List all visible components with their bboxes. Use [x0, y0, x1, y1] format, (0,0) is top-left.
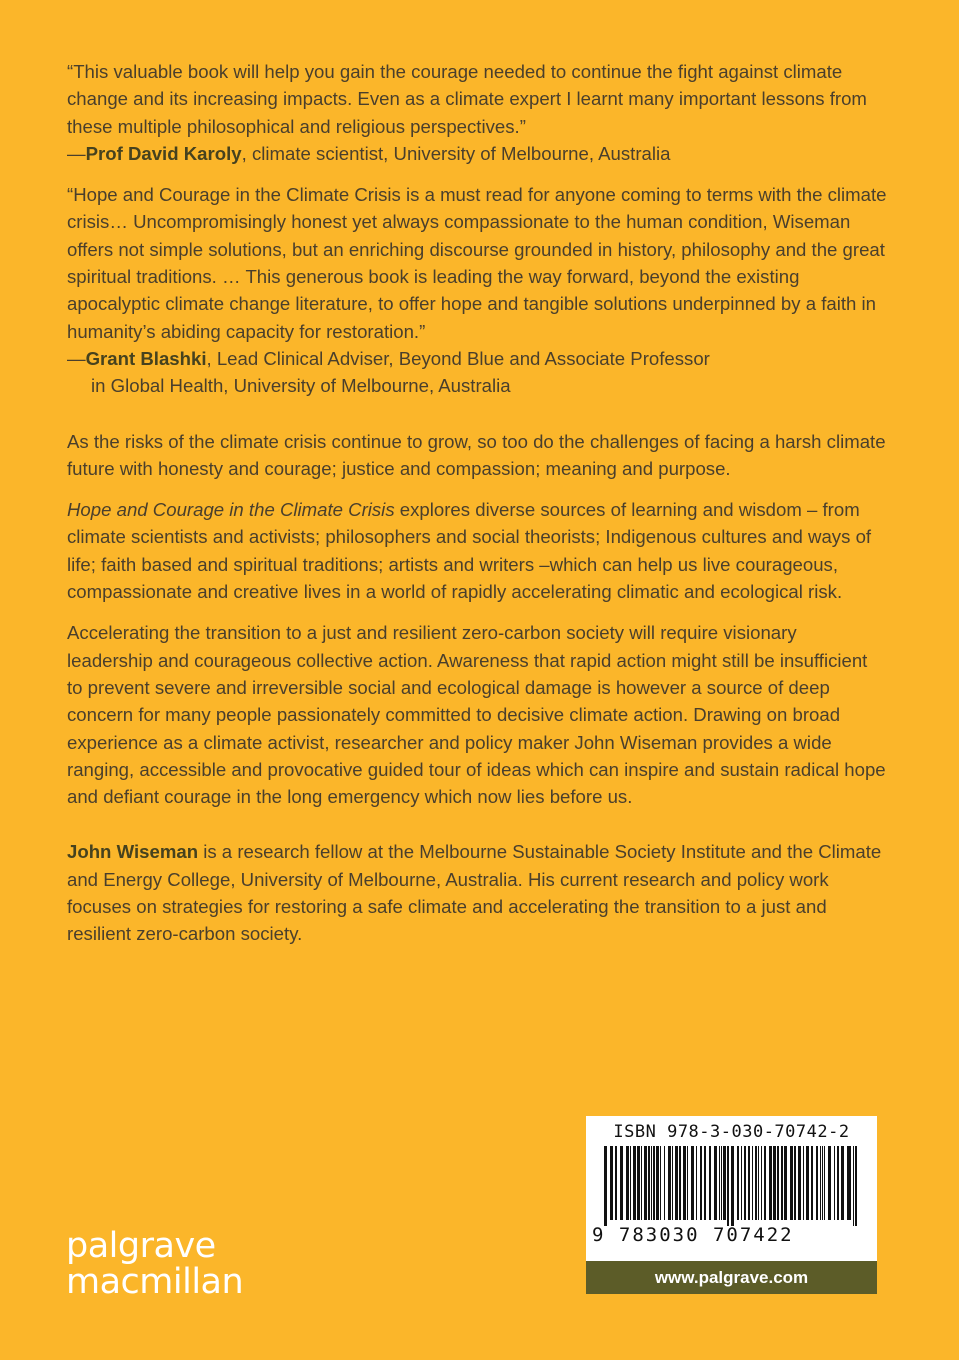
barcode-bar [790, 1146, 793, 1220]
endorsement-quote-1: “This valuable book will help you gain the courage needed to continue the fight against climate change and its increasing impacts. Even as a climate expert I learnt many important lessons from these multiple philosophical and religious perspectives.” [67, 61, 867, 137]
barcode-bar [806, 1146, 809, 1220]
endorsement-quote-2: “Hope and Courage in the Climate Crisis is a must read for anyone coming to terms with the climate crisis… Uncompromisingly honest yet always compassionate to the human condition, Wiseman offers not simple solutions, but an enriching discourse grounded in history, philosophy and the great spiritual traditions. … This generous book is leading the way forward, beyond the existing apocalyptic climate change literature, to offer hope and tangible solutions underpinned by a faith in humanity’s abiding capacity for restoration.” [67, 184, 887, 342]
barcode-bar [737, 1146, 739, 1220]
barcode-bar [620, 1146, 623, 1220]
barcode-bar [626, 1146, 629, 1220]
attribution-dash: — [67, 347, 86, 369]
isbn-label: ISBN 978-3-030-70742-2 [613, 1122, 850, 1142]
barcode-bar [798, 1146, 801, 1220]
barcode-bar [637, 1146, 640, 1220]
barcode-bar [784, 1146, 787, 1220]
barcode-bar [824, 1146, 825, 1220]
author-name: John Wiseman [67, 841, 199, 863]
barcode-bar [769, 1146, 772, 1220]
logo-line-2: macmillan [66, 1262, 244, 1302]
barcode-bar [653, 1146, 655, 1220]
palgrave-macmillan-logo [66, 1228, 243, 1300]
barcode-bar [761, 1146, 762, 1220]
barcode-bar [648, 1146, 650, 1220]
barcode-bar [664, 1146, 665, 1220]
barcode-bar [748, 1146, 750, 1220]
barcode-bar [847, 1146, 851, 1220]
barcode-bar [633, 1146, 636, 1220]
endorser-affiliation-2: , Lead Clinical Adviser, Beyond Blue and Associate Professor [206, 347, 710, 369]
author-bio-text: is a research fellow at the Melbourne Sustainable Society Institute and the Climate and Energy College, University of Melbourne, Australia. His current research and policy work focuses on strategies for restoring a safe climate and accelerating the transition to a just and resilient zero-carbon society. [67, 841, 882, 945]
barcode-bar [822, 1146, 823, 1220]
endorsement-attribution-1 [67, 140, 887, 167]
barcode-bar [660, 1146, 661, 1220]
endorsement-attribution-2 [67, 345, 887, 400]
barcode-bar [752, 1146, 753, 1220]
description-paragraph-2-text: explores diverse sources of learning and wisdom – from climate scientists and activists; philosophers and social theorists; Indigenous cultures and ways of life; faith based and spiritual traditions; artists and writers –which can help us live courageous, compassionate and creative lives in a world of rapidly accelerating climatic and ecological risk. [67, 499, 872, 603]
endorser-affiliation-2-cont: in Global Health, University of Melbourne, Australia [91, 375, 511, 397]
endorser-affiliation-1: , climate scientist, University of Melbourne, Australia [241, 142, 671, 164]
description-paragraph-3: Accelerating the transition to a just and resilient zero-carbon society will require visionary leadership and courageous collective action. Awareness that rapid action might still be insufficient to prevent severe and irreversible social and ecological damage is however a source of deep concern for many people passionately committed to decisive climate action. Drawing on broad experience as a climate activist, researcher and policy maker John Wiseman provides a wide ranging, accessible and provocative guided tour of ideas which can inspire and sustain radical hope and defiant courage in the long emergency which now lies before us. [67, 622, 886, 808]
barcode-bar [675, 1146, 678, 1220]
author-bio [67, 838, 887, 947]
barcode-bar [604, 1146, 607, 1226]
barcode-bar [721, 1146, 722, 1220]
barcode-bar [837, 1146, 839, 1220]
barcode-digits: 9 783030 707422 [592, 1224, 794, 1246]
barcode-bar [656, 1146, 659, 1220]
barcode-bar [794, 1146, 796, 1220]
barcode-bar [731, 1146, 734, 1226]
back-cover-text [67, 58, 887, 962]
barcode-bar [816, 1146, 818, 1220]
barcode-bar [668, 1146, 671, 1220]
barcode-bar [644, 1146, 647, 1220]
barcode-bar [615, 1146, 617, 1220]
barcode-bar [723, 1146, 726, 1220]
barcode-bar [855, 1146, 857, 1226]
isbn-barcode [586, 1116, 877, 1261]
barcode-bar [610, 1146, 613, 1220]
barcode-bar [755, 1146, 757, 1220]
barcode-bar [696, 1146, 697, 1220]
barcode-bar [741, 1146, 742, 1220]
barcode-bar [719, 1146, 720, 1220]
barcode-bar [651, 1146, 652, 1220]
endorser-name-1: Prof David Karoly [85, 142, 242, 164]
barcode-bar [744, 1146, 746, 1220]
barcode-bar [764, 1146, 766, 1220]
barcode-bar [714, 1146, 717, 1220]
barcode-bar [773, 1146, 776, 1220]
barcode-bar [841, 1146, 844, 1220]
barcode-bar [828, 1146, 831, 1220]
barcode-bar [700, 1146, 702, 1220]
barcode-bars [598, 1146, 865, 1226]
barcode-bar [853, 1146, 854, 1226]
logo-line-1: palgrave [66, 1226, 216, 1266]
endorser-name-2: Grant Blashki [85, 347, 207, 369]
barcode-bar [834, 1146, 835, 1220]
barcode-bar [641, 1146, 642, 1220]
barcode-bar [803, 1146, 804, 1220]
description-paragraph-2 [67, 496, 887, 605]
attribution-dash: — [67, 142, 86, 164]
barcode-bar [679, 1146, 681, 1220]
barcode-bar [777, 1146, 779, 1220]
barcode-bar [630, 1146, 631, 1220]
barcode-bar [683, 1146, 686, 1220]
book-title: Hope and Courage in the Climate Crisis [67, 499, 395, 521]
barcode-bar [811, 1146, 813, 1220]
barcode-bar [687, 1146, 688, 1220]
barcode-bar [727, 1146, 729, 1226]
barcode-bar [704, 1146, 706, 1220]
barcode-bar [691, 1146, 694, 1220]
barcode-bar [672, 1146, 673, 1220]
barcode-bar [781, 1146, 783, 1220]
barcode-bar [758, 1146, 759, 1220]
description-paragraph-1: As the risks of the climate crisis continue to grow, so too do the challenges of facing a harsh climate future with honesty and courage; justice and compassion; meaning and purpose. [67, 430, 886, 479]
barcode-bar [709, 1146, 711, 1220]
barcode-bar [820, 1146, 821, 1220]
publisher-url[interactable]: www.palgrave.com [586, 1261, 877, 1294]
